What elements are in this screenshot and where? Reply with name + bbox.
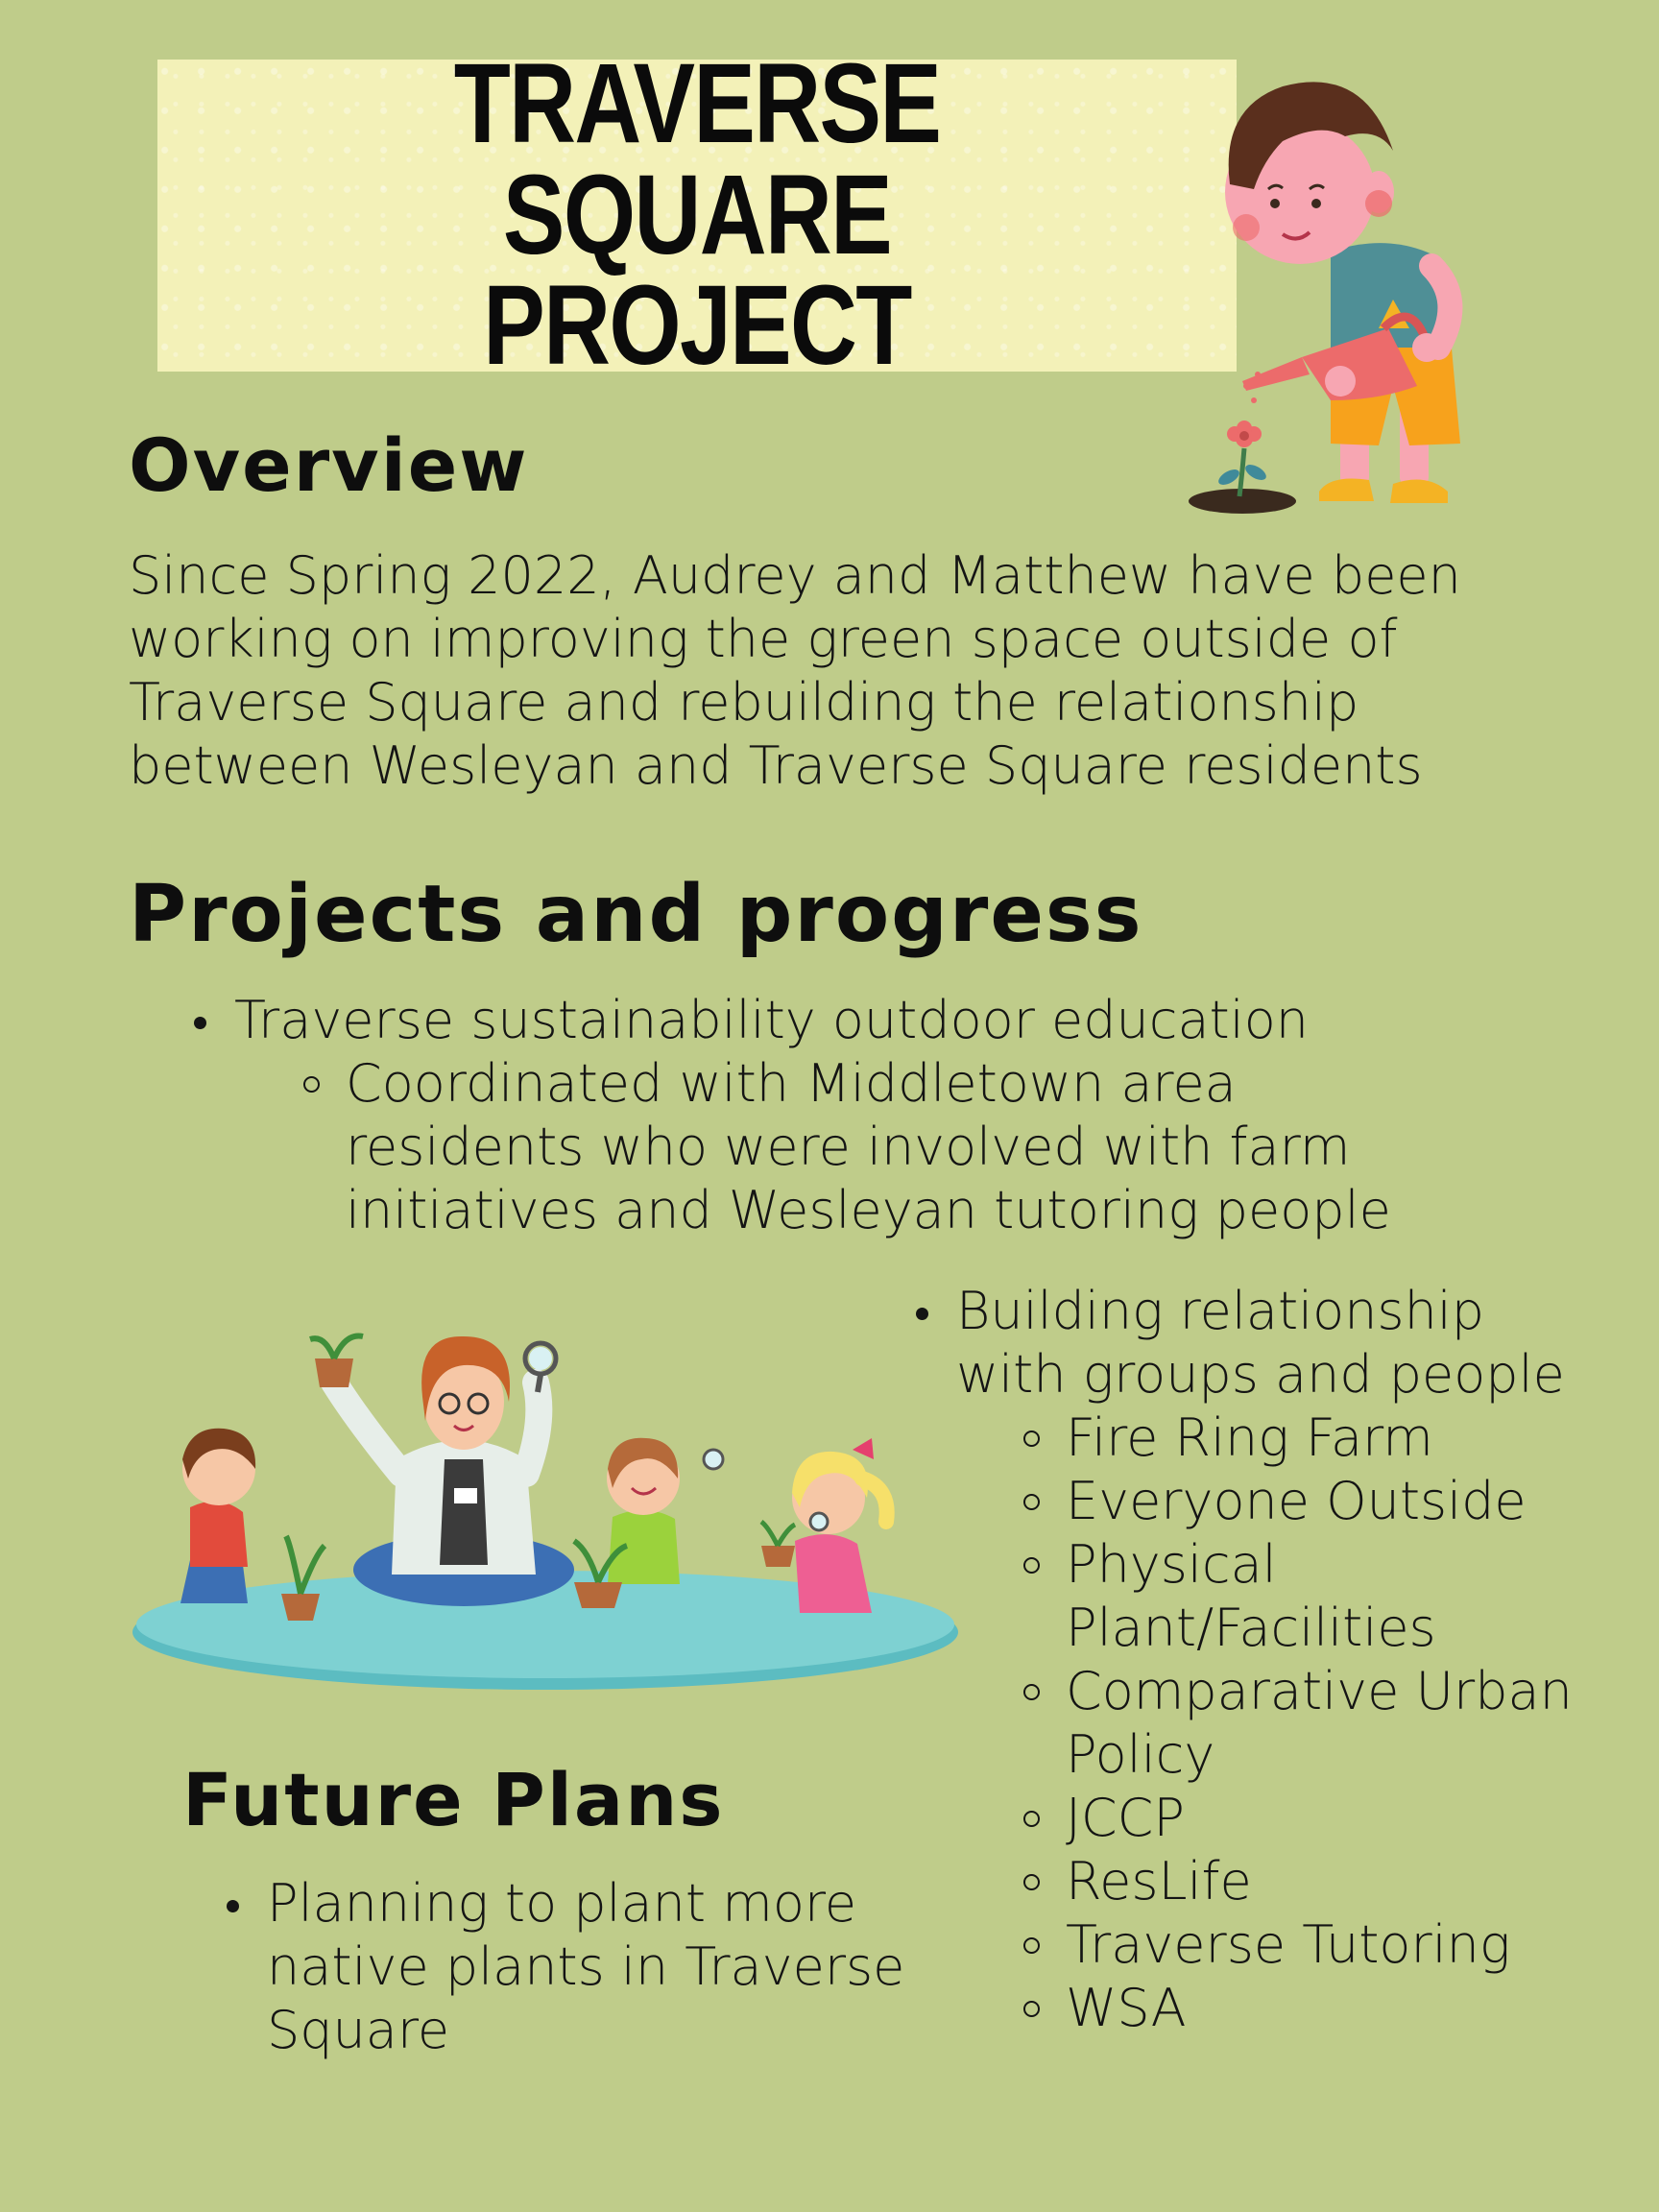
title-line-2: PROJECT <box>483 262 911 390</box>
sub-item-line: Comparative Urban <box>1066 1661 1573 1721</box>
list-item-line: native plants in Traverse <box>267 1936 905 1997</box>
list-item <box>234 989 1482 1052</box>
list-item <box>956 1280 1647 1407</box>
overview-line: between Wesleyan and Traverse Square residents <box>129 735 1423 796</box>
list-item-line: Square <box>267 2000 450 2060</box>
sub-list-item <box>1066 1407 1647 1470</box>
overview-paragraph <box>129 544 1607 798</box>
sub-item-line: Physical <box>1066 1534 1277 1595</box>
sub-item-line: residents who were involved with farm <box>346 1117 1351 1177</box>
title-line-1: TRAVERSE SQUARE <box>453 40 941 278</box>
sub-item-line: Plant/Facilities <box>1066 1598 1436 1658</box>
future-plans-list <box>267 1872 958 2062</box>
sub-item-line: Coordinated with Middletown area <box>346 1053 1237 1114</box>
sub-item-line: WSA <box>1066 1978 1187 2038</box>
sub-list-item <box>1066 1660 1647 1787</box>
sub-list-item <box>1066 1470 1647 1533</box>
overview-heading: Overview <box>129 422 529 508</box>
list-item <box>267 1872 958 2062</box>
sub-item-line: Everyone Outside <box>1066 1471 1527 1531</box>
list-item-label: Traverse sustainability outdoor education <box>234 990 1309 1050</box>
sub-item-line: Policy <box>1066 1724 1215 1785</box>
sub-list-item <box>1066 1787 1647 1850</box>
sub-item-line: Traverse Tutoring <box>1066 1914 1511 1975</box>
sub-list-item <box>346 1052 1482 1242</box>
projects-list-relationships <box>956 1280 1647 2040</box>
overview-line: working on improving the green space outside of <box>129 609 1398 669</box>
list-item-line: with groups and people <box>956 1344 1565 1405</box>
projects-heading: Projects and progress <box>129 869 1143 960</box>
sub-list-item <box>1066 1913 1647 1977</box>
overview-line: Since Spring 2022, Audrey and Matthew have been <box>129 545 1461 606</box>
teacher-and-kids-illustration <box>123 1315 968 1699</box>
overview-line: Traverse Square and rebuilding the relationship <box>129 672 1359 733</box>
sub-item-line: initiatives and Wesleyan tutoring people <box>346 1180 1391 1240</box>
sub-item-line: Fire Ring Farm <box>1066 1407 1433 1468</box>
sub-list-item <box>1066 1977 1647 2040</box>
boy-watering-plant-illustration <box>1187 69 1475 520</box>
list-item-line: Planning to plant more <box>267 1873 857 1934</box>
list-item-line: Building relationship <box>956 1281 1485 1341</box>
page-title <box>254 40 1140 390</box>
sub-item-line: JCCP <box>1066 1788 1185 1848</box>
sub-list-item <box>1066 1533 1647 1660</box>
sub-item-line: ResLife <box>1066 1851 1252 1911</box>
future-plans-heading: Future Plans <box>182 1757 725 1842</box>
title-banner <box>157 40 1237 390</box>
projects-list-education <box>234 989 1482 1242</box>
sub-list-item <box>1066 1850 1647 1913</box>
